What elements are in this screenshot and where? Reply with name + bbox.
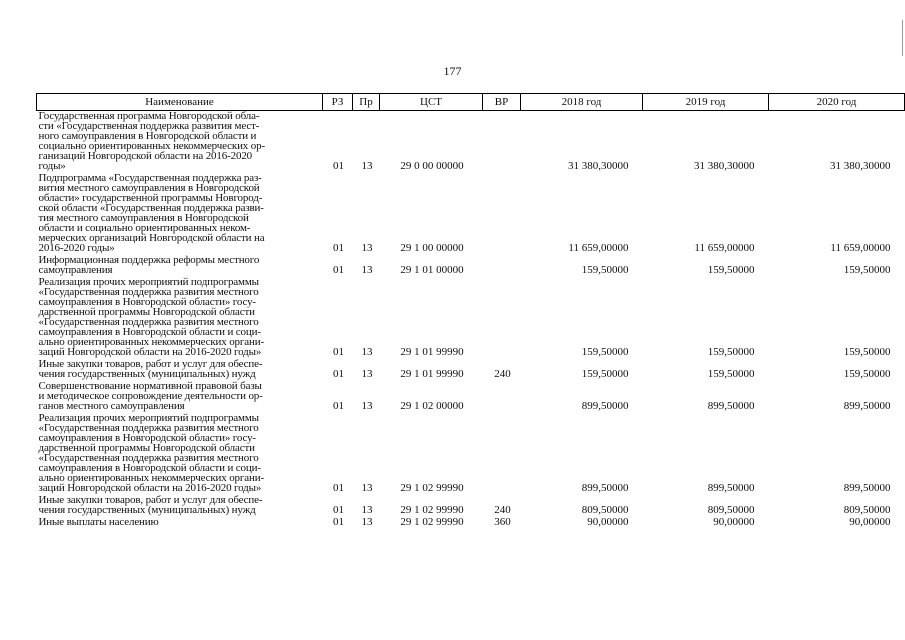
row-rz: 01 (333, 368, 344, 380)
row-cst: 29 1 01 99990 (400, 346, 464, 358)
row-name-line: чения государственных (муниципальных) нужд (38, 504, 256, 516)
row-name-line: ально ориентированных некоммерческих органи- (38, 336, 264, 348)
row-pr: 13 (361, 160, 373, 172)
row-cst: 29 1 02 00000 (400, 400, 464, 412)
row-name (37, 277, 323, 359)
row-name-line: чения государственных (муниципальных) нужд (38, 368, 256, 380)
row-rz: 01 (333, 400, 344, 412)
table-body (37, 111, 905, 530)
row-name-line: социально ориентированных некоммерческих ор- (38, 140, 265, 152)
row-rz: 01 (333, 242, 344, 254)
row-cst: 29 1 01 00000 (400, 264, 464, 276)
row-pr: 13 (361, 242, 373, 254)
row-name-line: дарственной программы Новгородской области (38, 442, 255, 454)
header-vr: ВР (483, 94, 521, 111)
row-name-line: ного самоуправления в Новгородской области и (38, 130, 257, 142)
row-name-line: ганизаций Новгородской области на 2016-2020 (38, 150, 253, 162)
row-pr: 13 (361, 346, 373, 358)
row-rz: 01 (333, 504, 344, 516)
row-name-line: области и социально ориентированных неком- (38, 222, 251, 234)
header-cst: ЦСТ (380, 94, 483, 111)
row-name-line: самоуправления в Новгородской области» госу- (38, 432, 256, 444)
row-name-line: Совершенствование нормативной правовой базы (38, 380, 262, 392)
row-cst: 29 0 00 00000 (400, 160, 464, 172)
row-value-2019: 159,50000 (707, 368, 755, 380)
header-name: Наименование (37, 94, 323, 111)
row-name (37, 173, 323, 255)
row-vr (483, 413, 521, 495)
table-row (37, 255, 905, 277)
header-2018: 2018 год (521, 94, 643, 111)
row-value-2019: 11 659,00000 (694, 242, 755, 254)
scan-edge-mark (902, 20, 903, 56)
header-2020: 2020 год (769, 94, 905, 111)
row-value-2018: 31 380,30000 (568, 160, 629, 172)
row-name-line: Иные закупки товаров, работ и услуг для обеспе- (38, 494, 263, 506)
row-name-line: Государственная программа Новгородской обла- (38, 110, 260, 122)
row-name-line: ганов местного самоуправления (38, 400, 185, 412)
row-vr (483, 255, 521, 277)
row-name (37, 255, 323, 277)
row-vr: 240 (494, 368, 511, 380)
row-cst: 29 1 00 00000 (400, 242, 464, 254)
row-name-line: тия местного самоуправления в Новгородской (38, 212, 249, 224)
row-value-2019: 159,50000 (707, 264, 755, 276)
row-rz: 01 (333, 346, 344, 358)
row-value-2020: 159,50000 (843, 368, 891, 380)
row-value-2020: 11 659,00000 (830, 242, 891, 254)
row-name (37, 381, 323, 413)
row-vr (483, 173, 521, 255)
row-name-line: «Государственная поддержка развития местного (38, 452, 259, 464)
row-name-line: «Государственная поддержка развития местного (38, 286, 259, 298)
row-rz: 01 (333, 482, 344, 494)
row-pr: 13 (361, 504, 373, 516)
row-name-line: Реализация прочих мероприятий подпрограммы (38, 412, 259, 424)
table-row (37, 517, 905, 529)
budget-table (36, 93, 905, 529)
row-rz: 01 (333, 264, 344, 276)
row-name-line: Иные закупки товаров, работ и услуг для обеспе- (38, 358, 263, 370)
row-pr: 13 (361, 516, 373, 528)
row-name (37, 517, 323, 529)
table-row (37, 413, 905, 495)
row-name-line: самоуправления в Новгородской области» госу- (38, 296, 256, 308)
row-name-line: Информационная поддержка реформы местного (38, 254, 260, 266)
row-cst: 29 1 02 99990 (400, 482, 464, 494)
row-name-line: «Государственная поддержка развития местного (38, 316, 259, 328)
row-value-2018: 159,50000 (581, 264, 629, 276)
row-value-2019: 809,50000 (707, 504, 755, 516)
row-value-2018: 11 659,00000 (568, 242, 629, 254)
row-name-line: Подпрограмма «Государственная поддержка раз- (38, 172, 262, 184)
row-name (37, 111, 323, 174)
header-2019: 2019 год (643, 94, 769, 111)
row-name-line: вития местного самоуправления в Новгородской (38, 182, 260, 194)
row-name-line: и методическое сопровождение деятельности ор- (38, 390, 263, 402)
header-pr: Пр (353, 94, 380, 111)
row-name-line: мерческих организаций Новгородской области на (38, 232, 265, 244)
row-name-line: области» государственной программы Новгород- (38, 192, 263, 204)
row-vr (483, 381, 521, 413)
table-row (37, 277, 905, 359)
header-rz: РЗ (323, 94, 353, 111)
row-vr (483, 111, 521, 174)
row-vr: 240 (494, 504, 511, 516)
table-row (37, 111, 905, 174)
table-row (37, 173, 905, 255)
row-value-2019: 90,00000 (713, 516, 755, 528)
row-cst: 29 1 01 99990 (400, 368, 464, 380)
row-name-line: ально ориентированных некоммерческих органи- (38, 472, 264, 484)
row-value-2018: 809,50000 (581, 504, 629, 516)
row-cst: 29 1 02 99990 (400, 516, 464, 528)
row-name-line: ской области «Государственная поддержка разви- (38, 202, 264, 214)
row-cst: 29 1 02 99990 (400, 504, 464, 516)
row-pr: 13 (361, 482, 373, 494)
row-name-line: дарственной программы Новгородской области (38, 306, 255, 318)
table-row (37, 381, 905, 413)
row-value-2020: 90,00000 (849, 516, 891, 528)
row-value-2020: 899,50000 (843, 400, 891, 412)
row-name-line: годы» (38, 160, 66, 172)
row-name (37, 495, 323, 517)
row-value-2018: 159,50000 (581, 368, 629, 380)
row-pr: 13 (361, 368, 373, 380)
row-vr: 360 (494, 516, 511, 528)
row-name-line: сти «Государственная поддержка развития мест- (38, 120, 260, 132)
row-value-2018: 899,50000 (581, 400, 629, 412)
page-number: 177 (443, 64, 462, 78)
row-name-line: «Государственная поддержка развития местного (38, 422, 259, 434)
row-value-2019: 159,50000 (707, 346, 755, 358)
row-name-line: Реализация прочих мероприятий подпрограммы (38, 276, 259, 288)
row-rz: 01 (333, 160, 344, 172)
table-row (37, 359, 905, 381)
row-value-2020: 159,50000 (843, 346, 891, 358)
row-name (37, 359, 323, 381)
table-header-row (37, 94, 905, 111)
row-name-line: самоуправления (38, 264, 113, 276)
row-name-line: заций Новгородской области на 2016-2020 годы» (38, 482, 262, 494)
row-value-2018: 90,00000 (587, 516, 629, 528)
row-vr (483, 277, 521, 359)
row-pr: 13 (361, 400, 373, 412)
row-value-2019: 31 380,30000 (694, 160, 755, 172)
row-name-line: заций Новгородской области на 2016-2020 годы» (38, 346, 262, 358)
row-value-2019: 899,50000 (707, 482, 755, 494)
row-name-line: самоуправления в Новгородской области и соци- (38, 462, 261, 474)
row-name (37, 413, 323, 495)
row-value-2019: 899,50000 (707, 400, 755, 412)
row-name-line: самоуправления в Новгородской области и соци- (38, 326, 261, 338)
row-value-2018: 899,50000 (581, 482, 629, 494)
row-rz: 01 (333, 516, 344, 528)
row-value-2020: 899,50000 (843, 482, 891, 494)
row-name-line: Иные выплаты населению (38, 516, 159, 528)
row-value-2018: 159,50000 (581, 346, 629, 358)
table-row (37, 495, 905, 517)
row-pr: 13 (361, 264, 373, 276)
row-value-2020: 31 380,30000 (830, 160, 891, 172)
row-name-line: 2016-2020 годы» (38, 242, 115, 254)
row-value-2020: 159,50000 (843, 264, 891, 276)
row-value-2020: 809,50000 (843, 504, 891, 516)
